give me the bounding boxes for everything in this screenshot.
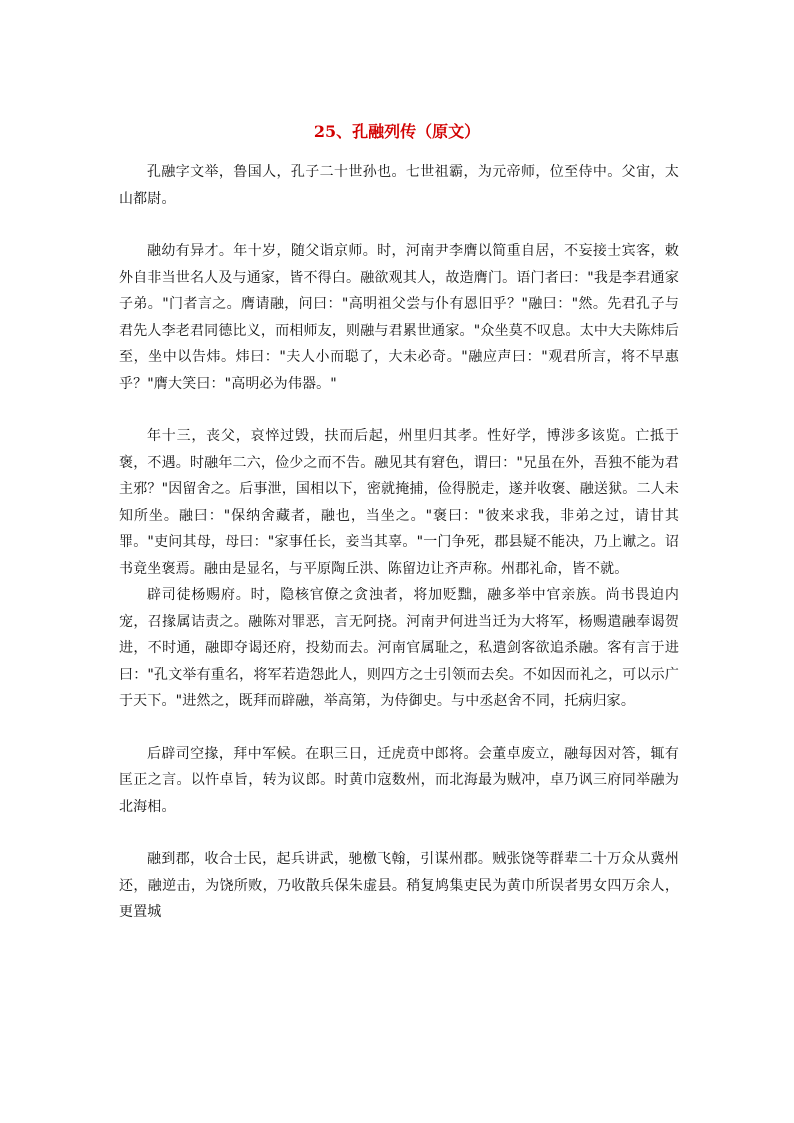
paragraph-early-talent: 融幼有异才。年十岁，随父诣京师。时，河南尹李膺以简重自居，不妄接士宾客，敕外自非当世名人及与通家，皆不得白。融欲观其人，故造膺门。语门者曰："我是李君通家子弟。"门者言之。膺请融，问曰："高明祖父尝与仆有恩旧乎？"融曰："然。先君孔子与君先人李老君同德比义，而相师友，则融与君累世通家。"众坐莫不叹息。太中大夫陈炜后至，坐中以告炜。炜曰："夫人小而聪了，大未必奇。"融应声曰："观君所言，将不早惠乎？"膺大笑曰："高明必为伟器。" xyxy=(119,243,679,392)
document-body xyxy=(119,159,679,926)
paragraph-spacer xyxy=(119,212,679,238)
paragraph-yang-ci: 辟司徒杨赐府。时，隐核官僚之贪浊者，将加贬黜，融多举中官亲族。尚书畏迫内宠，召掾属诘责之。融陈对罪恶，言无阿挠。河南尹何进当迁为大将军，杨赐遣融奉谒贺进，不时通，融即夺谒还府，投劾而去。河南官属耻之，私遣剑客欲追杀融。客有言于进曰："孔文举有重名，将军若造怨此人，则四方之士引领而去矣。不如因而礼之，可以示广于天下。"进然之，既拜而辟融，举高第，为侍御史。与中丞赵舍不同，托病归家。 xyxy=(119,587,679,709)
paragraph-spacer xyxy=(119,715,679,741)
paragraph-spacer xyxy=(119,397,679,423)
paragraph-dong-zhuo: 后辟司空掾，拜中军候。在职三日，迁虎贲中郎将。会董卓废立，融每因对答，辄有匡正之言。以忤卓旨，转为议郎。时黄巾寇数州，而北海最为贼冲，卓乃讽三府同举融为北海相。 xyxy=(119,745,679,815)
paragraph-spacer xyxy=(119,820,679,846)
paragraph-intro: 孔融字文举，鲁国人，孔子二十世孙也。七世祖霸，为元帝师，位至侍中。父宙，太山都尉。 xyxy=(119,164,679,207)
paragraph-age-thirteen: 年十三，丧父，哀悴过毁，扶而后起，州里归其孝。性好学，博涉多该览。亡抵于褒，不遇。时融年二六，俭少之而不告。融见其有窘色，谓曰："兄虽在外，吾独不能为君主邪？"因留舍之。后事泄，国相以下，密就掩捕，俭得脱走，遂并收褒、融送狱。二人未知所坐。融曰："保纳舍藏者，融也，当坐之。"褒曰："彼来求我，非弟之过，请甘其罪。"吏问其母，母曰："家事任长，妾当其辜。"一门争死，郡县疑不能决，乃上谳之。诏书竟坐褒焉。融由是显名，与平原陶丘洪、陈留边让齐声称。州郡礼命，皆不就。 xyxy=(119,428,679,577)
document-title: 25、孔融列传（原文） xyxy=(313,122,481,141)
paragraph-beihai: 融到郡，收合士民，起兵讲武，驰檄飞翰，引谋州郡。贼张饶等群辈二十万众从冀州还，融逆击，为饶所败，乃收散兵保朱虚县。稍复鸠集吏民为黄巾所误者男女四万余人，更置城 xyxy=(119,851,679,920)
